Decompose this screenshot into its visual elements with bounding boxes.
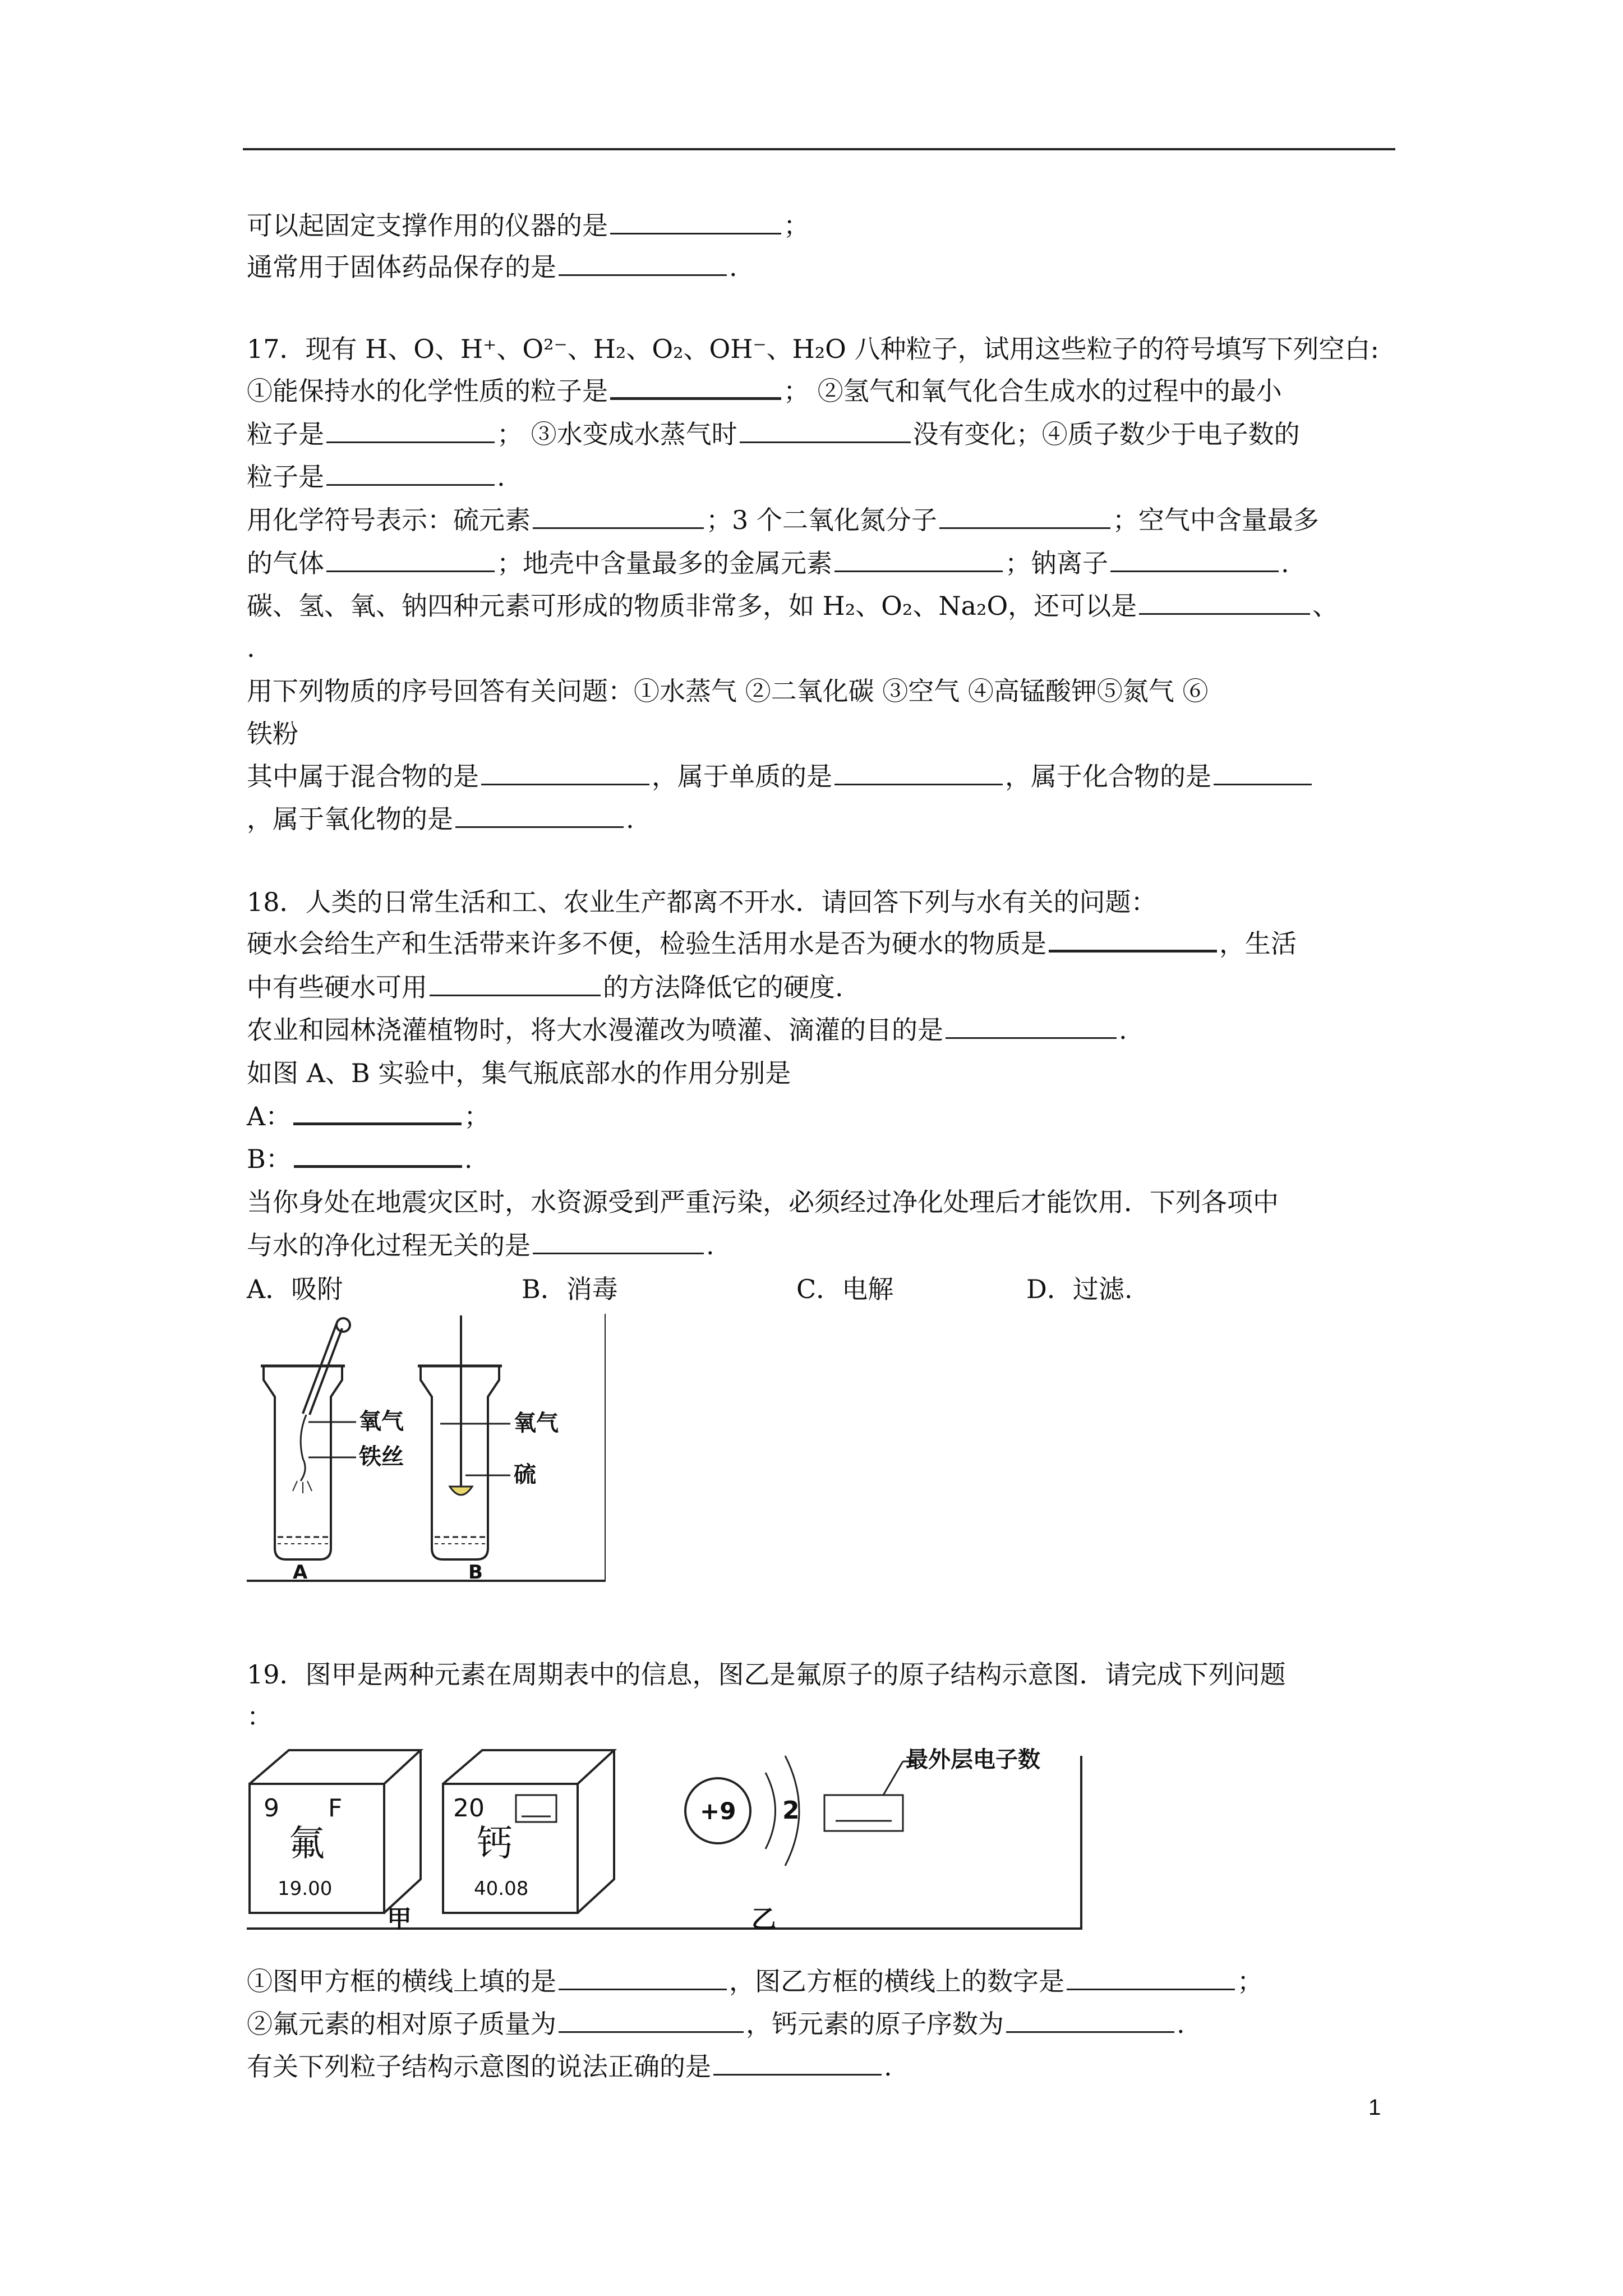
answer-blank[interactable] bbox=[834, 548, 1003, 572]
text-line: 中有些硬水可用 的方法降低它的硬度. bbox=[247, 972, 843, 1002]
text-line: 粒子是 . bbox=[247, 462, 505, 492]
answer-blank[interactable] bbox=[946, 1015, 1117, 1039]
answer-blank[interactable] bbox=[1049, 927, 1217, 953]
answer-blank[interactable] bbox=[939, 505, 1110, 529]
answer-blank[interactable] bbox=[559, 2009, 744, 2033]
label-jia: 甲 bbox=[387, 1905, 412, 1930]
answer-blank[interactable] bbox=[326, 419, 495, 443]
text-line: ①图甲方框的横线上填的是 ，图乙方框的横线上的数字是 ； bbox=[247, 1966, 1263, 1996]
option-b[interactable]: B．消毒 bbox=[522, 1274, 618, 1304]
answer-blank[interactable] bbox=[1006, 2009, 1174, 2033]
text-line: ，属于氧化物的是 . bbox=[247, 804, 634, 834]
answer-blank[interactable] bbox=[713, 2051, 882, 2076]
nucleus-charge: +9 bbox=[700, 1797, 736, 1825]
label-sulfur: 硫 bbox=[514, 1462, 536, 1488]
fluorine-name: 氟 bbox=[289, 1823, 325, 1865]
text-line: ②氟元素的相对原子质量为 ，钙元素的原子序数为 . bbox=[247, 2009, 1185, 2039]
option-a[interactable]: A．吸附 bbox=[247, 1274, 343, 1304]
text-line: 通常用于固体药品保存的是 . bbox=[247, 252, 737, 282]
text-line: 农业和园林浇灌植物时，将大水漫灌改为喷灌、滴灌的目的是 . bbox=[247, 1015, 1127, 1045]
label-iron-wire: 铁丝 bbox=[359, 1444, 404, 1470]
page-number: 1 bbox=[1368, 2095, 1381, 2120]
fluorine-symbol: F bbox=[328, 1794, 343, 1823]
text-line: 硬水会给生产和生活带来许多不便，检验生活用水是否为硬水的物质是 ，生活 bbox=[247, 928, 1297, 959]
option-d[interactable]: D．过滤. bbox=[1026, 1274, 1133, 1304]
answer-blank[interactable] bbox=[610, 375, 781, 400]
answer-blank[interactable] bbox=[740, 419, 911, 443]
answer-blank[interactable] bbox=[1139, 591, 1310, 615]
answer-blank[interactable] bbox=[1214, 761, 1312, 785]
text-line: 的气体 ；地壳中含量最多的金属元素 ；钠离子 . bbox=[247, 548, 1289, 578]
fluorine-atom-diagram bbox=[685, 1747, 1040, 1866]
answer-blank[interactable] bbox=[481, 761, 649, 785]
text-line: ①能保持水的化学性质的粒子是 ； ②氢气和氧气化合生成水的过程中的最小 bbox=[247, 376, 1282, 406]
calcium-card bbox=[443, 1750, 614, 1913]
question-19-intro: 19．图甲是两种元素在周期表中的信息，图乙是氟原子的原子结构示意图．请完成下列问题 bbox=[247, 1659, 1286, 1690]
calcium-number: 20 bbox=[453, 1794, 485, 1823]
answer-blank[interactable] bbox=[326, 462, 495, 486]
question-18-intro: 18．人类的日常生活和工、农业生产都离不开水．请回答下列与水有关的问题： bbox=[247, 887, 1157, 917]
text-line: ： bbox=[247, 1701, 273, 1732]
text-line: 粒子是 ； ③水变成水蒸气时 没有变化；④质子数少于电子数的 bbox=[247, 419, 1300, 449]
gas-jar-figure bbox=[247, 1313, 606, 1582]
text-line: 用下列物质的序号回答有关问题：①水蒸气 ②二氧化碳 ③空气 ④高锰酸钾⑤氮气 ⑥ bbox=[247, 676, 1209, 706]
question-17-intro: 17．现有 H、O、H⁺、O²⁻、H₂、O₂、OH⁻、H₂O 八种粒子，试用这些粒子的符号填写下列空白: bbox=[247, 334, 1380, 364]
outer-electron-label: 最外层电子数 bbox=[906, 1747, 1040, 1773]
option-c[interactable]: C．电解 bbox=[796, 1274, 894, 1304]
text-line: 与水的净化过程无关的是 . bbox=[247, 1230, 714, 1260]
element-figure bbox=[247, 1739, 1088, 1930]
text-line: 铁粉 bbox=[247, 719, 298, 749]
label-yi: 乙 bbox=[751, 1905, 776, 1930]
answer-blank[interactable] bbox=[294, 1143, 462, 1168]
text-line: B： . bbox=[247, 1144, 473, 1174]
fluorine-number: 9 bbox=[264, 1794, 279, 1823]
inner-shell-electrons: 2 bbox=[782, 1796, 800, 1825]
answer-blank[interactable] bbox=[533, 1230, 704, 1254]
answer-blank[interactable] bbox=[1110, 548, 1279, 572]
fluorine-card bbox=[250, 1750, 421, 1913]
text-line: 当你身处在地震灾区时，水资源受到严重污染，必须经过净化处理后才能饮用．下列各项中 bbox=[247, 1187, 1279, 1217]
text-line: 如图 A、B 实验中，集气瓶底部水的作用分别是 bbox=[247, 1058, 791, 1088]
label-oxygen-b: 氧气 bbox=[514, 1410, 559, 1436]
answer-blank[interactable] bbox=[610, 210, 781, 234]
jar-b bbox=[418, 1315, 559, 1582]
text-line: 可以起固定支撑作用的仪器的是 ； bbox=[247, 210, 809, 241]
text-line: 有关下列粒子结构示意图的说法正确的是 . bbox=[247, 2051, 892, 2082]
answer-blank[interactable] bbox=[430, 972, 601, 996]
calcium-name: 钙 bbox=[477, 1823, 513, 1865]
fluorine-mass: 19.00 bbox=[278, 1878, 333, 1900]
label-jar-b: B bbox=[468, 1561, 483, 1582]
outer-shell-box bbox=[824, 1795, 903, 1831]
text-line: 其中属于混合物的是 ，属于单质的是 ，属于化合物的是 bbox=[247, 760, 1314, 793]
label-jar-a: A bbox=[293, 1561, 308, 1582]
text-line: . bbox=[247, 633, 255, 663]
text-line: A： ； bbox=[247, 1101, 490, 1131]
answer-blank[interactable] bbox=[559, 1966, 727, 1990]
text-line: 碳、氢、氧、钠四种元素可形成的物质非常多，如 H₂、O₂、Na₂O，还可以是 、 bbox=[247, 591, 1339, 621]
calcium-symbol-box bbox=[516, 1795, 556, 1822]
answer-blank[interactable] bbox=[533, 505, 704, 529]
calcium-mass: 40.08 bbox=[474, 1878, 529, 1900]
answer-blank[interactable] bbox=[834, 761, 1003, 785]
answer-blank[interactable] bbox=[1067, 1966, 1235, 1990]
answer-blank[interactable] bbox=[559, 252, 727, 276]
label-oxygen-a: 氧气 bbox=[359, 1409, 404, 1434]
jar-a bbox=[261, 1318, 404, 1582]
text-line: 用化学符号表示：硫元素 ；3 个二氧化氮分子 ；空气中含量最多 bbox=[247, 505, 1319, 535]
answer-blank[interactable] bbox=[326, 548, 495, 572]
header-rule bbox=[243, 148, 1395, 150]
answer-blank[interactable] bbox=[455, 804, 624, 828]
answer-blank[interactable] bbox=[293, 1100, 462, 1125]
